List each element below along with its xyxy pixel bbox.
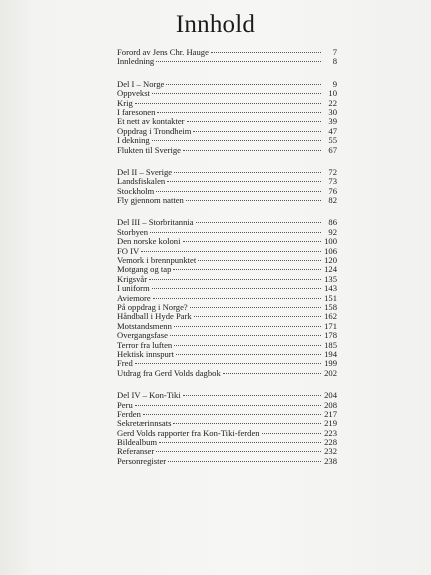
toc-entry-label: Krigsvår — [117, 273, 148, 284]
dot-leader — [157, 112, 321, 113]
dot-leader — [174, 345, 321, 346]
toc-entry-page-number: 73 — [328, 176, 337, 187]
toc-entry-label: Del II – Sverige — [117, 166, 173, 177]
table-of-contents — [117, 48, 337, 479]
toc-entry-page-number: 178 — [324, 330, 337, 341]
toc-entry-page-number: 9 — [332, 78, 337, 89]
dot-leader — [159, 442, 321, 443]
toc-entry-label: Storbyen — [117, 226, 149, 237]
toc-entry-label: Forord av Jens Chr. Hauge — [117, 47, 209, 57]
dot-leader — [149, 279, 321, 280]
toc-entry-page-number: 143 — [324, 283, 337, 294]
toc-entry-label: Ferden — [117, 408, 141, 419]
toc-entry-page-number: 30 — [328, 106, 337, 117]
toc-entry-label: Bildealbum — [117, 437, 158, 448]
toc-entry-page-number: 204 — [324, 390, 337, 401]
toc-entry-label: På oppdrag i Norge? — [117, 301, 188, 312]
toc-entry-page-number: 232 — [324, 446, 337, 457]
toc-entry-label: Peru — [117, 399, 133, 410]
toc-entry-page-number: 72 — [328, 166, 337, 177]
dot-leader — [166, 84, 321, 85]
toc-entry-page-number: 135 — [324, 273, 337, 284]
toc-entry-label: Del I – Norge — [117, 78, 165, 89]
toc-entry-label: Den norske koloni — [117, 236, 181, 247]
toc-entry-page-number: 86 — [328, 217, 337, 228]
dot-leader — [211, 52, 321, 53]
toc-entry-label: Motstandsmenn — [117, 320, 172, 331]
toc-entry-label: Terror fra luften — [117, 339, 173, 350]
toc-entry-page-number: 120 — [324, 255, 337, 266]
toc-entry-label: FO IV — [117, 245, 140, 256]
dot-leader — [187, 121, 321, 122]
toc-entry — [117, 196, 337, 205]
toc-entry-label: Fred — [117, 358, 133, 369]
toc-entry-page-number: 22 — [328, 97, 337, 108]
dot-leader — [194, 316, 321, 317]
dot-leader — [223, 373, 321, 374]
dot-leader — [135, 363, 321, 364]
toc-entry-page-number: 202 — [324, 367, 337, 378]
toc-entry-page-number: 8 — [332, 56, 337, 67]
dot-leader — [152, 288, 321, 289]
toc-entry-label: Krig — [117, 97, 133, 108]
toc-entry — [117, 265, 337, 274]
dot-leader — [183, 241, 322, 242]
dot-leader — [152, 140, 321, 141]
toc-entry-page-number: 92 — [328, 226, 337, 237]
toc-entry-label: Motgang og tap — [117, 264, 172, 275]
toc-entry-label: I uniform — [117, 283, 150, 294]
toc-entry-page-number: 238 — [324, 455, 337, 466]
toc-entry-page-number: 39 — [328, 116, 337, 127]
dot-leader — [198, 260, 321, 261]
toc-entry — [117, 146, 337, 155]
dot-leader — [173, 423, 321, 424]
toc-entry-label: Oppvekst — [117, 88, 150, 99]
dot-leader — [190, 307, 321, 308]
toc-entry — [117, 457, 337, 466]
toc-entry — [117, 401, 337, 410]
dot-leader — [186, 200, 321, 201]
dot-leader — [156, 61, 321, 62]
toc-entry — [117, 218, 337, 227]
dot-leader — [183, 150, 321, 151]
toc-entry-page-number: 171 — [324, 320, 337, 331]
toc-entry-page-number: 158 — [324, 301, 337, 312]
dot-leader — [141, 251, 321, 252]
toc-entry-page-number: 100 — [324, 236, 337, 247]
toc-entry-label: Et nett av kontakter — [117, 116, 185, 127]
toc-entry-label: Landsfiskalen — [117, 176, 166, 187]
dot-leader — [176, 354, 321, 355]
toc-entry-label: Vemork i brennpunktet — [117, 255, 197, 266]
toc-entry-page-number: 47 — [328, 125, 337, 136]
toc-entry-label: Innledning — [117, 56, 155, 67]
toc-entry — [117, 80, 337, 89]
toc-entry-page-number: 124 — [324, 264, 337, 275]
dot-leader — [173, 269, 321, 270]
dot-leader — [156, 191, 321, 192]
dot-leader — [135, 103, 321, 104]
toc-entry-page-number: 151 — [324, 292, 337, 303]
toc-entry-page-number: 217 — [324, 408, 337, 419]
toc-entry — [117, 275, 337, 284]
toc-entry — [117, 89, 337, 98]
dot-leader — [143, 414, 321, 415]
toc-entry — [117, 391, 337, 400]
toc-entry-page-number: 10 — [328, 88, 337, 99]
dot-leader — [167, 181, 321, 182]
toc-entry-label: Del IV – Kon-Tiki — [117, 390, 181, 401]
toc-entry-page-number: 223 — [324, 427, 337, 438]
dot-leader — [196, 222, 321, 223]
dot-leader — [183, 395, 321, 396]
dot-leader — [135, 405, 321, 406]
toc-entry-label: Personregister — [117, 455, 167, 466]
toc-entry-label: Hektisk innspurt — [117, 348, 175, 359]
toc-entry-label: I dekning — [117, 135, 150, 146]
toc-entry-label: Stockholm — [117, 185, 155, 196]
toc-entry-page-number: 162 — [324, 311, 337, 322]
toc-entry-label: Fly gjennom natten — [117, 195, 184, 206]
dot-leader — [262, 433, 321, 434]
dot-leader — [156, 451, 321, 452]
toc-section — [117, 168, 337, 206]
page-title: Innhold — [175, 11, 256, 38]
toc-entry-page-number: 185 — [324, 339, 337, 350]
toc-entry-label: Del III – Storbritannia — [117, 217, 194, 228]
dot-leader — [152, 93, 321, 94]
toc-section — [117, 391, 337, 466]
dot-leader — [193, 131, 321, 132]
toc-section — [117, 218, 337, 378]
toc-entry-page-number: 228 — [324, 437, 337, 448]
toc-entry-label: Referanser — [117, 446, 155, 457]
dot-leader — [153, 298, 321, 299]
toc-entry-label: Håndball i Hyde Park — [117, 311, 192, 322]
toc-entry-page-number: 106 — [324, 245, 337, 256]
toc-entry — [117, 237, 337, 246]
dot-leader — [174, 172, 321, 173]
dot-leader — [174, 326, 321, 327]
toc-entry-label: Gerd Volds rapporter fra Kon-Tiki-ferden — [117, 427, 260, 438]
dot-leader — [150, 232, 321, 233]
toc-entry-page-number: 55 — [328, 135, 337, 146]
toc-entry-page-number: 76 — [328, 185, 337, 196]
toc-entry-label: Oppdrag i Trondheim — [117, 125, 192, 136]
toc-entry-label: Aviemore — [117, 292, 151, 303]
toc-entry — [117, 369, 337, 378]
toc-entry-page-number: 199 — [324, 358, 337, 369]
toc-entry-page-number: 82 — [328, 195, 337, 206]
toc-section — [117, 80, 337, 155]
toc-entry-page-number: 208 — [324, 399, 337, 410]
toc-entry-page-number: 194 — [324, 348, 337, 359]
toc-entry-page-number: 7 — [332, 47, 337, 57]
dot-leader — [168, 461, 321, 462]
toc-section — [117, 48, 337, 67]
toc-entry-page-number: 67 — [328, 144, 337, 155]
toc-entry-label: Overgangsfase — [117, 330, 168, 341]
toc-entry — [117, 350, 337, 359]
dot-leader — [170, 335, 321, 336]
toc-entry-label: I faresonen — [117, 106, 156, 117]
toc-entry — [117, 127, 337, 136]
toc-entry-label: Utdrag fra Gerd Volds dagbok — [117, 367, 221, 378]
toc-entry-page-number: 219 — [324, 418, 337, 429]
toc-entry — [117, 57, 337, 66]
toc-entry-label: Flukten til Sverige — [117, 144, 181, 155]
toc-entry-label: Sekretærinnsats — [117, 418, 172, 429]
